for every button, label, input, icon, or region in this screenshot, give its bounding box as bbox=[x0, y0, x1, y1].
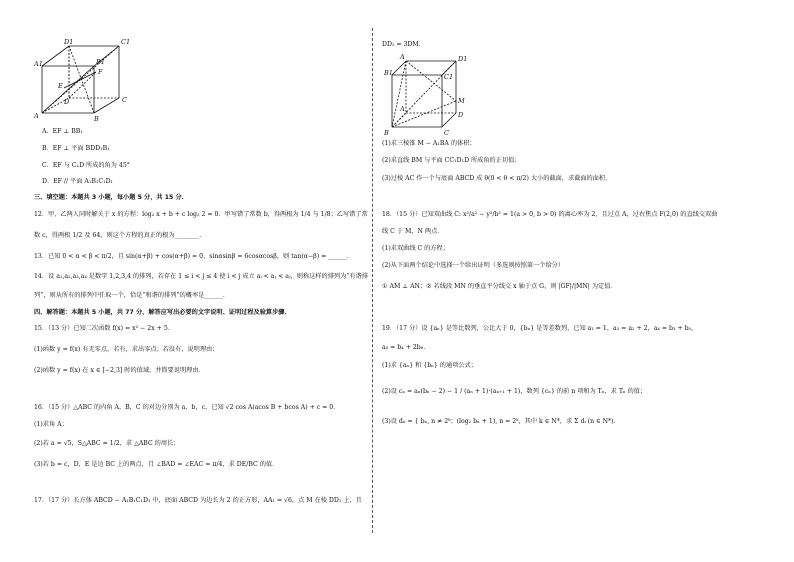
question-17-line-1: 17．（17 分）长方体 ABCD − A₁B₁C₁D₁ 中，底面 ABCD 为边长为 2 的正方形，AA₁ = √6，点 M 在棱 DD₁ 上，且 bbox=[34, 497, 362, 504]
question-19-line-5: (3)设 dₙ = { bₙ, n ≠ 2ᵏ；(log₂ bₙ + 1), n = 2ᵏ，其中 k ∈ N*，求 Σ dᵢ (n ∈ N*)． bbox=[382, 418, 620, 425]
section-4-heading: 四、解答题：本题共 5 小题，共 77 分，解答应写出必要的文字说明、证明过程及验算步骤． bbox=[34, 309, 291, 316]
vertex-label: B1 bbox=[384, 69, 393, 77]
question-17-part-1: (1)求三棱锥 M − A₁BA 的体积； bbox=[382, 140, 476, 147]
question-16-line-4: (3)若 b = c，D，E 是边 BC 上的两点，且 ∠BAD = ∠EAC = π/4，求 DE/BC 的值． bbox=[34, 461, 279, 468]
question-18-line-2: 线 C 于 M，N 两点． bbox=[382, 228, 444, 235]
right-column bbox=[378, 0, 768, 562]
vertex-label: B1 bbox=[96, 58, 105, 66]
vertex-label: A bbox=[400, 105, 405, 113]
question-16-line-2: (1)求角 A； bbox=[34, 421, 68, 428]
question-16-line-1: 16．（15 分）△ABC 的内角 A，B，C 的对边分别为 a，b，c，已知 √2 cos A(acos B + bcos A) + c = 0． bbox=[34, 404, 340, 411]
vertex-label: A1 bbox=[34, 60, 43, 68]
question-19-line-3: (1)求 {aₙ} 和 {bₙ} 的通项公式； bbox=[382, 362, 477, 369]
question-17-part-2: (2)求直线 BM 与平面 CC₁D₁D 所成角的正切值； bbox=[382, 157, 521, 164]
question-18-line-5: ① AM ⊥ AN；② 若线段 MN 的垂直平分线交 x 轴于点 G，则 |GF|/|MN| 为定值． bbox=[382, 283, 617, 290]
vertex-label: C1 bbox=[121, 38, 131, 46]
option-b: B．EF ⊥ 平面 BDD₁B₁ bbox=[42, 145, 110, 152]
vertex-label: C1 bbox=[444, 73, 454, 81]
vertex-label: D1 bbox=[458, 55, 468, 63]
question-19-line-4: (2)设 cₙ = aₙ(bₙ − 2) − 1 / (aₙ + 1)·(aₙ₊₁ + 1)，数列 {cₙ} 的前 n 项和为 Tₙ，求 Tₙ 的值； bbox=[382, 388, 647, 395]
question-18-line-3: (1)求双曲线 C 的方程； bbox=[382, 245, 449, 252]
vertex-label: E bbox=[58, 82, 63, 90]
question-17-continued: DD₁ = 3DM． bbox=[382, 41, 425, 48]
vertex-label: B bbox=[384, 129, 389, 137]
vertex-label: D1 bbox=[64, 38, 74, 46]
cuboid-figure-right bbox=[384, 53, 484, 138]
question-15-line-2: (1)函数 y = f(x) 有无零点，若有，求出零点；若没有，说明理由； bbox=[34, 346, 219, 353]
section-3-heading: 三、填空题：本题共 3 小题，每小题 5 分，共 15 分． bbox=[34, 194, 188, 201]
left-column bbox=[30, 0, 375, 562]
question-13: 13．已知 0 < α < β < π/2，且 sin(α+β) + cos(α+β) = 0，sinαsinβ = 6cosαcosβ，则 tan(α−β) = ______． bbox=[34, 253, 353, 260]
question-18-line-1: 18．（15 分）已知双曲线 C: x²/a² − y²/b² = 1(a > 0, b > 0) 的离心率为 2，且过点 A，过右焦点 F(2,0) 的直线交双曲 bbox=[382, 211, 718, 218]
vertex-label: A bbox=[400, 53, 405, 61]
vertex-label: C bbox=[444, 129, 449, 137]
question-14-line-1: 14．设 a₁,a₂,a₃,a₄ 是数字 1,2,3,4 的排列，若存在 1 ≤ i < j ≤ 4 使 i < j 成立 aᵢ < aⱼ < aⱼ，则称这样的排列为“有谐排 bbox=[34, 273, 368, 280]
question-19-line-2: a₅ = b₄ + 2b₆． bbox=[382, 344, 430, 351]
vertex-label: M bbox=[458, 97, 465, 105]
vertex-label: D bbox=[458, 111, 464, 119]
vertex-label: F bbox=[98, 68, 103, 76]
cube-figure-left bbox=[34, 38, 154, 128]
column-divider bbox=[372, 28, 373, 533]
question-14-line-2: 列”，则从所有的排列中任取一个，恰是“和谐的排列”的概率是______． bbox=[34, 292, 230, 299]
vertex-label: A bbox=[34, 112, 39, 120]
vertex-label: D bbox=[64, 98, 70, 106]
question-15-line-3: (2)函数 y = f(x) 在 x ∈ [−2,3] 时的值域，并简要说明理由． bbox=[34, 367, 205, 374]
option-d: D．EF // 平面 A₁B₁C₁D₁ bbox=[42, 178, 114, 185]
option-c: C．EF 与 C₁D 所成的角为 45° bbox=[42, 162, 130, 169]
question-19-line-1: 19．（17 分）设 {aₙ} 是等比数列，公比大于 0，{bₙ} 是等差数列，已知 a₁ = 1，a₃ = a₂ + 2，a₄ = b₃ + b₅， bbox=[382, 325, 698, 332]
question-16-line-3: (2)若 a = √5，S△ABC = 1/2，求 △ABC 的周长； bbox=[34, 440, 180, 447]
question-15-line-1: 15．（13 分）已知二次函数 f(x) = x² − 2x + 5． bbox=[34, 325, 174, 332]
question-18-line-4: (2)从下面两个结论中选择一个给出证明（多选则按照第一个给分） bbox=[382, 262, 565, 269]
question-12-line-2: 数 c，得两根 1/2 及 64，则这个方程的真正的根为________． bbox=[34, 232, 206, 239]
option-a: A．EF ⊥ BB₁ bbox=[42, 128, 83, 135]
vertex-label: C bbox=[122, 96, 127, 104]
vertex-label: B bbox=[94, 115, 99, 123]
question-17-part-3: (3)过棱 AC 作一个与底面 ABCD 成 θ(0 < θ < π/2) 大小的截面，求截面的面积． bbox=[382, 175, 612, 182]
question-12-line-1: 12．甲、乙两人同时解关于 x 的方程：log₂ x + b + c log₂ 2 = 0．甲写错了常数 b，得两根为 1/4 与 1/8；乙写错了常 bbox=[34, 211, 368, 218]
